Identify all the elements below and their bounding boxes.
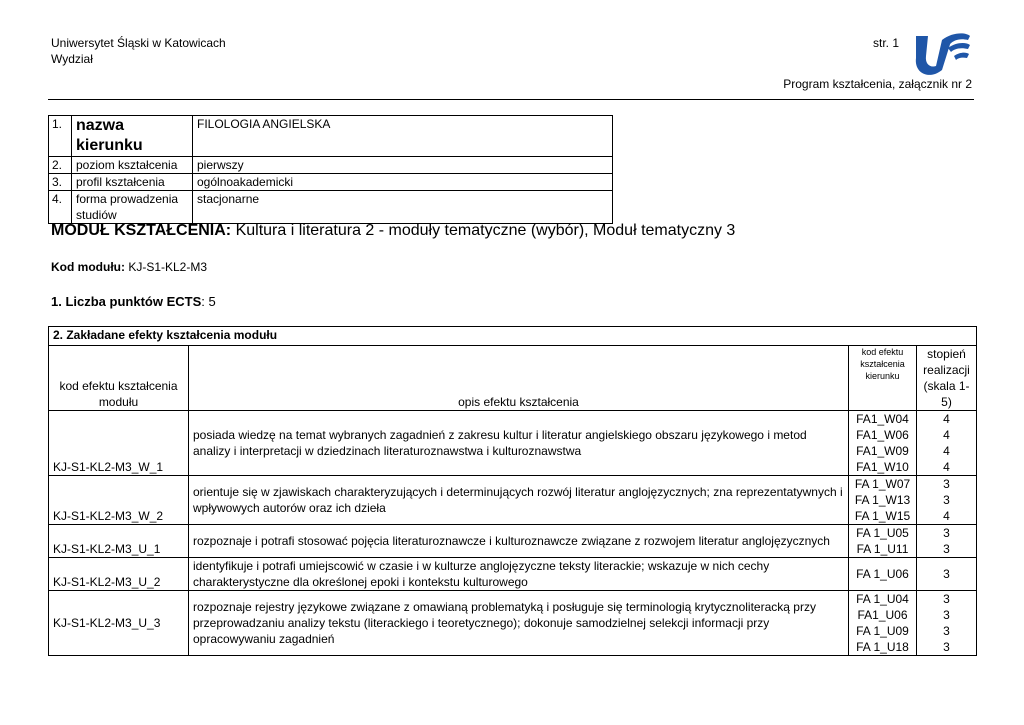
col-header-desc: opis efektu kształcenia bbox=[189, 346, 849, 411]
col-header-level: stopień realizacji (skala 1-5) bbox=[917, 346, 977, 411]
effect-desc: orientuje się w zjawiskach charakteryzujących i determinujących rozwój literatur anglojęzycznych; zna reprezentatywnych i wpływowych autorów oraz ich dzieła bbox=[189, 476, 849, 525]
ects-value: : 5 bbox=[201, 294, 216, 309]
info-number: 4. bbox=[49, 191, 72, 224]
levels bbox=[917, 591, 977, 656]
col-header-code: kod efektu kształcenia modułu bbox=[49, 346, 189, 411]
info-value: pierwszy bbox=[193, 157, 613, 174]
ects-line bbox=[51, 294, 216, 309]
col-header-dir: kod efektu kształcenia kierunku bbox=[849, 346, 917, 411]
level-value: 3 bbox=[943, 608, 950, 622]
level-value: 3 bbox=[943, 493, 950, 507]
effect-code: KJ-S1-KL2-M3_W_1 bbox=[49, 411, 189, 476]
direction-codes bbox=[849, 558, 917, 591]
levels bbox=[917, 525, 977, 558]
levels bbox=[917, 411, 977, 476]
info-label: profil kształcenia bbox=[72, 174, 193, 191]
info-number: 2. bbox=[49, 157, 72, 174]
info-number: 3. bbox=[49, 174, 72, 191]
level-value: 3 bbox=[943, 624, 950, 638]
levels bbox=[917, 558, 977, 591]
direction-code: FA 1_W07 bbox=[854, 477, 911, 491]
levels bbox=[917, 476, 977, 525]
effect-code: KJ-S1-KL2-M3_W_2 bbox=[49, 476, 189, 525]
module-heading bbox=[51, 220, 735, 242]
level-value: 3 bbox=[943, 526, 950, 540]
page-number: str. 1 bbox=[873, 36, 900, 50]
direction-codes bbox=[849, 591, 917, 656]
direction-code: FA1_U06 bbox=[857, 608, 908, 622]
info-label: forma prowadzenia studiów bbox=[72, 191, 193, 224]
program-info-table bbox=[48, 115, 613, 224]
effects-table bbox=[48, 326, 977, 656]
level-value: 3 bbox=[943, 477, 950, 491]
effects-section-title: 2. Zakładane efekty kształcenia modułu bbox=[49, 327, 977, 346]
table-row bbox=[49, 591, 977, 656]
level-value: 3 bbox=[943, 567, 950, 581]
info-value: ogólnoakademicki bbox=[193, 174, 613, 191]
faculty-name: Wydział bbox=[51, 52, 93, 66]
effect-code: KJ-S1-KL2-M3_U_2 bbox=[49, 558, 189, 591]
effect-desc: posiada wiedzę na temat wybranych zagadnień z zakresu kultur i literatur angielskiego obszaru językowego i metod analizy i interpretacji w dziedzinach literaturoznawstwa i kulturoznawstwa bbox=[189, 411, 849, 476]
direction-code: FA 1_U11 bbox=[856, 542, 909, 556]
level-value: 4 bbox=[943, 509, 950, 523]
direction-codes bbox=[849, 525, 917, 558]
effect-desc: identyfikuje i potrafi umiejscowić w czasie i w kulturze anglojęzyczne teksty literackie; wskazuje w nich cechy charakterystyczne dla określonej epoki i kontekstu kulturowego bbox=[189, 558, 849, 591]
module-code-label: Kod modułu: bbox=[51, 260, 125, 274]
level-value: 4 bbox=[943, 412, 950, 426]
direction-code: FA1_W09 bbox=[856, 444, 909, 458]
level-value: 3 bbox=[943, 592, 950, 606]
info-label: poziom kształcenia bbox=[72, 157, 193, 174]
header-rule bbox=[48, 99, 974, 100]
table-row bbox=[49, 525, 977, 558]
direction-code: FA1_W06 bbox=[856, 428, 909, 442]
effect-desc: rozpoznaje i potrafi stosować pojęcia literaturoznawcze i kulturoznawcze związane z rozwojem literatur anglojęzycznych bbox=[189, 525, 849, 558]
effect-code: KJ-S1-KL2-M3_U_3 bbox=[49, 591, 189, 656]
info-value: stacjonarne bbox=[193, 191, 613, 224]
level-value: 4 bbox=[943, 444, 950, 458]
ects-label: 1. Liczba punktów ECTS bbox=[51, 294, 202, 309]
program-label: Program kształcenia, załącznik nr 2 bbox=[783, 77, 972, 91]
direction-codes bbox=[849, 476, 917, 525]
effect-desc: rozpoznaje rejestry językowe związane z omawianą problematyką i posługuje się terminologią krytycznoliteracką przy przeprowadzaniu analizy tekstu (literackiego i teoretycznego); dokonuje samodzielnej selekcji informacji przy opracowywaniu zagadnień bbox=[189, 591, 849, 656]
direction-code: FA 1_U18 bbox=[856, 640, 909, 654]
module-code-line bbox=[51, 260, 207, 274]
direction-codes bbox=[849, 411, 917, 476]
level-value: 4 bbox=[943, 428, 950, 442]
info-row bbox=[49, 157, 613, 174]
info-label: nazwa kierunku bbox=[72, 116, 193, 157]
effects-header-row bbox=[49, 346, 977, 411]
info-value: FILOLOGIA ANGIELSKA bbox=[193, 116, 613, 157]
table-row bbox=[49, 558, 977, 591]
module-label: MODUŁ KSZTAŁCENIA: bbox=[51, 222, 232, 239]
table-row bbox=[49, 411, 977, 476]
direction-code: FA 1_W13 bbox=[854, 493, 911, 507]
university-logo-icon bbox=[912, 30, 972, 80]
module-code: KJ-S1-KL2-M3 bbox=[128, 260, 208, 274]
table-row bbox=[49, 476, 977, 525]
info-row bbox=[49, 174, 613, 191]
university-name: Uniwersytet Śląski w Katowicach bbox=[51, 36, 226, 50]
effect-code: KJ-S1-KL2-M3_U_1 bbox=[49, 525, 189, 558]
level-value: 3 bbox=[943, 640, 950, 654]
direction-code: FA 1_W15 bbox=[854, 509, 911, 523]
level-value: 4 bbox=[943, 460, 950, 474]
direction-code: FA 1_U04 bbox=[856, 592, 909, 606]
level-value: 3 bbox=[943, 542, 950, 556]
direction-code: FA 1_U05 bbox=[856, 526, 909, 540]
direction-code: FA 1_U09 bbox=[856, 624, 909, 638]
info-number: 1. bbox=[49, 116, 72, 157]
direction-code: FA 1_U06 bbox=[856, 567, 909, 581]
info-row bbox=[49, 116, 613, 157]
info-row bbox=[49, 191, 613, 224]
direction-code: FA1_W04 bbox=[856, 412, 909, 426]
module-title: Kultura i literatura 2 - moduły tematyczne (wybór), Moduł tematyczny 3 bbox=[235, 222, 736, 239]
direction-code: FA1_W10 bbox=[856, 460, 909, 474]
